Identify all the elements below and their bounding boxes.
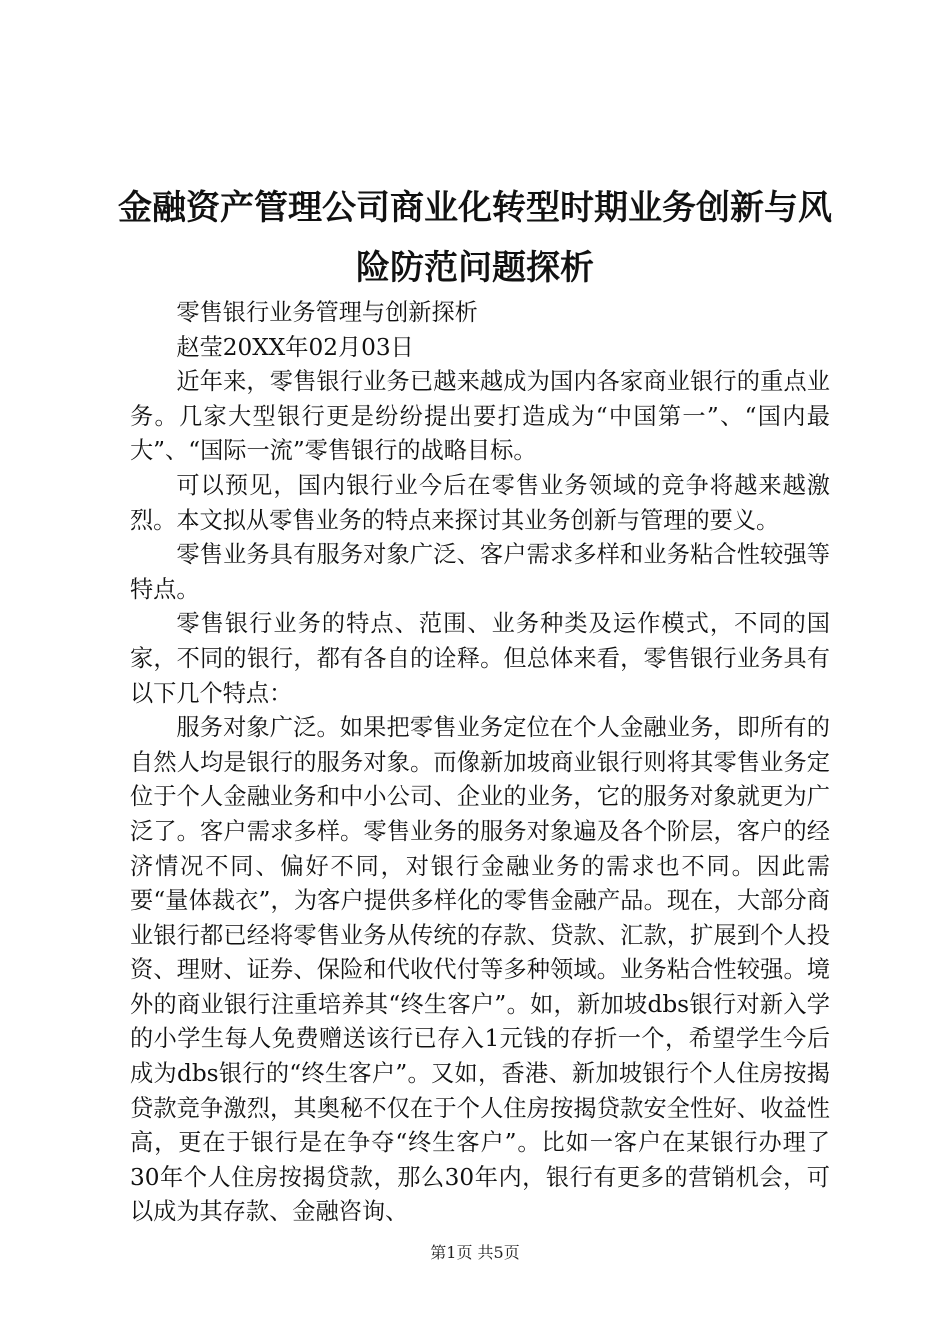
paragraph: 零售银行业务的特点、范围、业务种类及运作模式，不同的国家，不同的银行，都有各自的诠释。但总体来看，零售银行业务具有以下几个特点：: [130, 610, 830, 707]
paragraph: 近年来，零售银行业务已越来越成为国内各家商业银行的重点业务。几家大型银行更是纷纷提出要打造成为“中国第一”、“国内最大”、“国际一流”零售银行的战略目标。: [130, 368, 830, 465]
author-date: 赵莹20XX年02月03日: [176, 333, 414, 361]
subtitle: 零售银行业务管理与创新探析: [176, 299, 478, 326]
paragraph: 可以预见，国内银行业今后在零售业务领域的竞争将越来越激烈。本文拟从零售业务的特点来探讨其业务创新与管理的要义。: [130, 471, 830, 534]
page-number-footer: 第1页 共5页: [430, 1243, 520, 1262]
document-title: 金融资产管理公司商业化转型时期业务创新与风险防范问题探析: [118, 188, 832, 288]
document-body: [130, 296, 830, 1230]
paragraph: 零售业务具有服务对象广泛、客户需求多样和业务粘合性较强等特点。: [130, 541, 830, 603]
paragraph: 服务对象广泛。如果把零售业务定位在个人金融业务，即所有的自然人均是银行的服务对象。而像新加坡商业银行则将其零售业务定位于个人金融业务和中小公司、企业的业务，它的服务对象就更为广泛了。客户需求多样。零售业务的服务对象遍及各个阶层，客户的经济情况不同、偏好不同，对银行金融业务的需求也不同。因此需要“量体裁衣”，为客户提供多样化的零售金融产品。现在，大部分商业银行都已经将零售业务从传统的存款、贷款、汇款，扩展到个人投资、理财、证券、保险和代收代付等多种领域。业务粘合性较强。境外的商业银行注重培养其“终生客户”。如，新加坡dbs银行对新入学的小学生每人免费赠送该行已存入1元钱的存折一个，希望学生今后成为dbs银行的“终生客户”。又如，香港、新加坡银行个人住房按揭贷款竞争激烈，其奥秘不仅在于个人住房按揭贷款安全性好、收益性高，更在于银行是在争夺“终生客户”。比如一客户在某银行办理了30年个人住房按揭贷款，那么30年内，银行有更多的营销机会，可以成为其存款、金融咨询、: [130, 714, 830, 1226]
